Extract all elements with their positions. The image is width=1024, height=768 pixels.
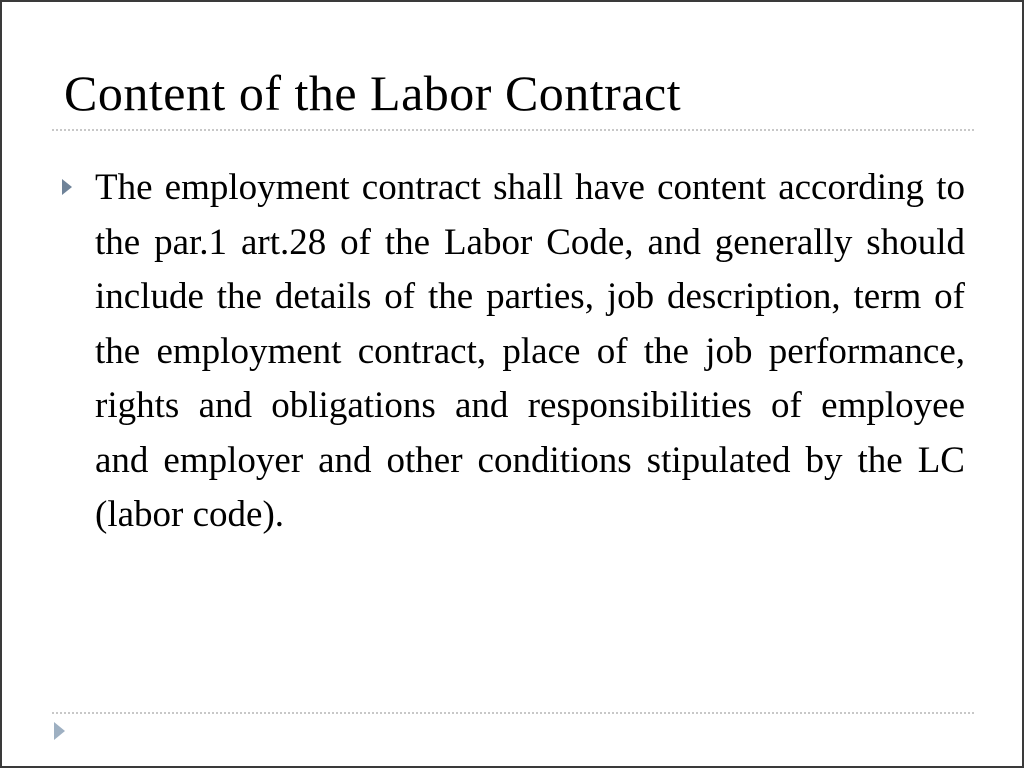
footer-divider: [52, 712, 974, 714]
slide-title: Content of the Labor Contract: [64, 65, 682, 121]
triangle-footer-icon: [54, 722, 65, 740]
bullet-text: The employment contract shall have content according to the par.1 art.28 of the Labor Code, and generally should include the details of the parties, job description, term of the employment contract, place of the job performance, rights and obligations and responsibilities of employee and employer and other conditions stipulated by the LC (labor code).: [95, 167, 965, 535]
triangle-bullet-icon: [62, 179, 72, 195]
title-divider: [52, 129, 974, 131]
